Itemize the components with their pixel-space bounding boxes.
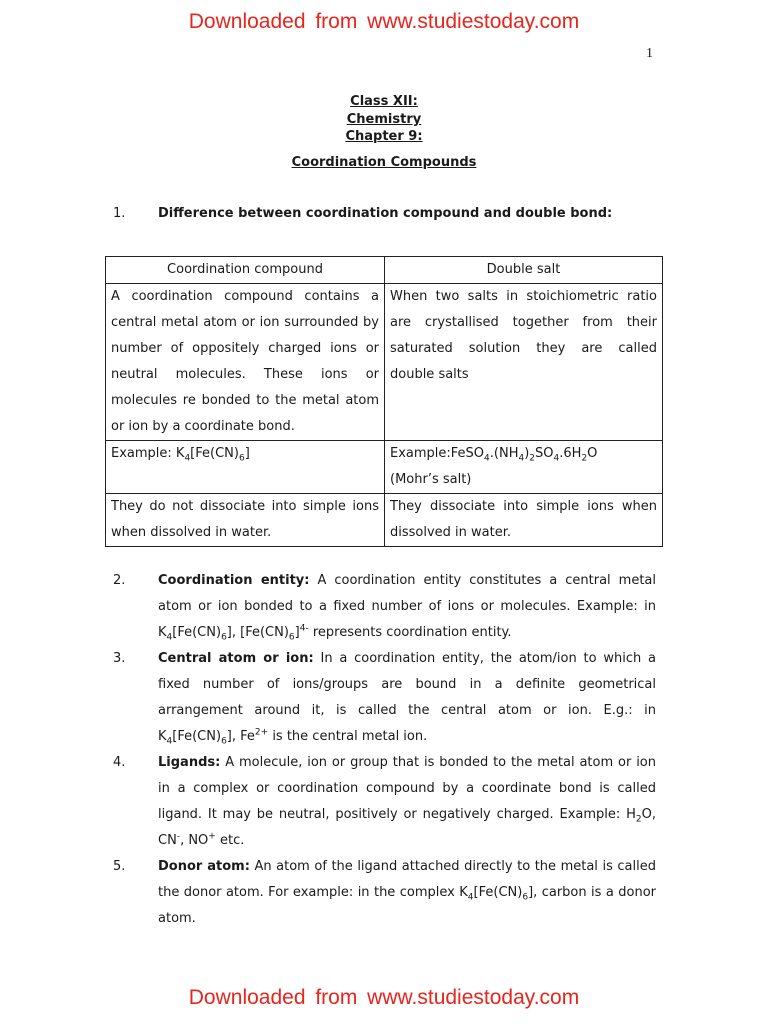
list-item: 4. Ligands: A molecule, ion or group that is bonded to the metal atom or ion in a complex or coordination compound by a coordinate bond is called ligand. It may be neutral, positively or negatively charged. Example: $H_2O$, CN-, NO+ etc. — [113, 750, 656, 854]
table-cell: $Example:FeSO_4.(NH_4)_2SO_4.6H_2O$ (Mohr’s salt) — [385, 441, 663, 494]
table-cell: When two salts in stoichiometric ratio are crystallised together from their saturated solution they are called double salts — [385, 284, 663, 441]
list-item-text: A molecule, ion or group that is bonded to the metal atom or ion in a complex or coordination compound by a coordinate bond is called ligand. It may be neutral, positively or negatively charged. Example: H — [158, 755, 656, 822]
table-header-cell: Double salt — [385, 257, 663, 284]
list-item-tail: carbon is a donor atom. — [158, 885, 656, 926]
table-header-cell: Coordination compound — [106, 257, 385, 284]
table-cell: Example: $K_4[Fe(CN)_6]$ — [106, 441, 385, 494]
table-row — [106, 494, 663, 547]
table-cell: A coordination compound contains a central metal atom or ion surrounded by number of oppositely charged ions or neutral molecules. These ions or molecules re bonded to the metal atom or ion by a coordinate bond. — [106, 284, 385, 441]
list-item-term: Coordination entity: — [158, 573, 310, 588]
table-row — [106, 441, 663, 494]
question-1-number: 1. — [113, 206, 126, 221]
question-1-text: Difference between coordination compound and double bond: — [158, 206, 613, 221]
question-1 — [113, 206, 612, 221]
list-item-term: Ligands: — [158, 755, 221, 770]
download-banner-bottom: Downloaded from www.studiestoday.com — [188, 986, 580, 1009]
list-item-number: 5. — [113, 859, 126, 874]
table-cell: They dissociate into simple ions when dissolved in water. — [385, 494, 663, 547]
list-item-text: An atom of the ligand attached directly to the metal is called the donor atom. For example: in the complex K — [158, 859, 656, 900]
list-item-tail: is the central metal ion. — [268, 729, 428, 744]
list-item-number: 4. — [113, 755, 126, 770]
definition-list — [113, 568, 656, 932]
download-banner-top: Downloaded from www.studiestoday.com — [188, 10, 580, 33]
heading-subject: Chemistry — [346, 112, 422, 127]
list-item-number: 3. — [113, 651, 126, 666]
table-cell-text: (Mohr’s salt) — [390, 472, 472, 487]
list-item-text: In a coordination entity, the atom/ion to which a fixed number of ions/groups are bound in a definite geometrical arrangement around it, is called the central atom or ion. E.g.: in K — [158, 651, 656, 744]
table-row — [106, 284, 663, 441]
table-cell-text: Example: K — [111, 446, 185, 461]
table-cell-text: Example:FeSO — [390, 446, 485, 461]
list-item: 2. Coordination entity: A coordination entity constitutes a central metal atom or ion bonded to a fixed number of ions or molecules. Example: in $K_4[Fe(CN)_6]$, $[Fe(CN)_6]^{4-}$ represents coordination entity. — [113, 568, 656, 646]
list-item-number: 2. — [113, 573, 126, 588]
page-number: 1 — [646, 46, 653, 61]
list-item-text: A coordination entity constitutes a central metal atom or ion bonded to a fixed number of ions or molecules. Example: in K — [158, 573, 656, 640]
list-item: 5. Donor atom: An atom of the ligand attached directly to the metal is called the donor atom. For example: in the complex $K_4[Fe(CN)_6]$, carbon is a donor atom. — [113, 854, 656, 932]
list-item: 3. Central atom or ion: In a coordination entity, the atom/ion to which a fixed number of ions/groups are bound in a definite geometrical arrangement around it, is called the central atom or ion. E.g.: in $K_4[Fe(CN)_6]$, $Fe^{2+}$ is the central metal ion. — [113, 646, 656, 750]
list-item-tail: etc. — [215, 833, 245, 848]
heading-topic: Coordination Compounds — [291, 155, 477, 170]
heading-chapter: Chapter 9: — [345, 129, 423, 144]
table-header-row — [106, 257, 663, 284]
list-item-term: Donor atom: — [158, 859, 250, 874]
list-item-tail: represents coordination entity. — [308, 625, 512, 640]
list-item-term: Central atom or ion: — [158, 651, 314, 666]
comparison-table — [105, 256, 663, 547]
heading-class: Class XII: — [350, 94, 418, 109]
table-cell: They do not dissociate into simple ions when dissolved in water. — [106, 494, 385, 547]
